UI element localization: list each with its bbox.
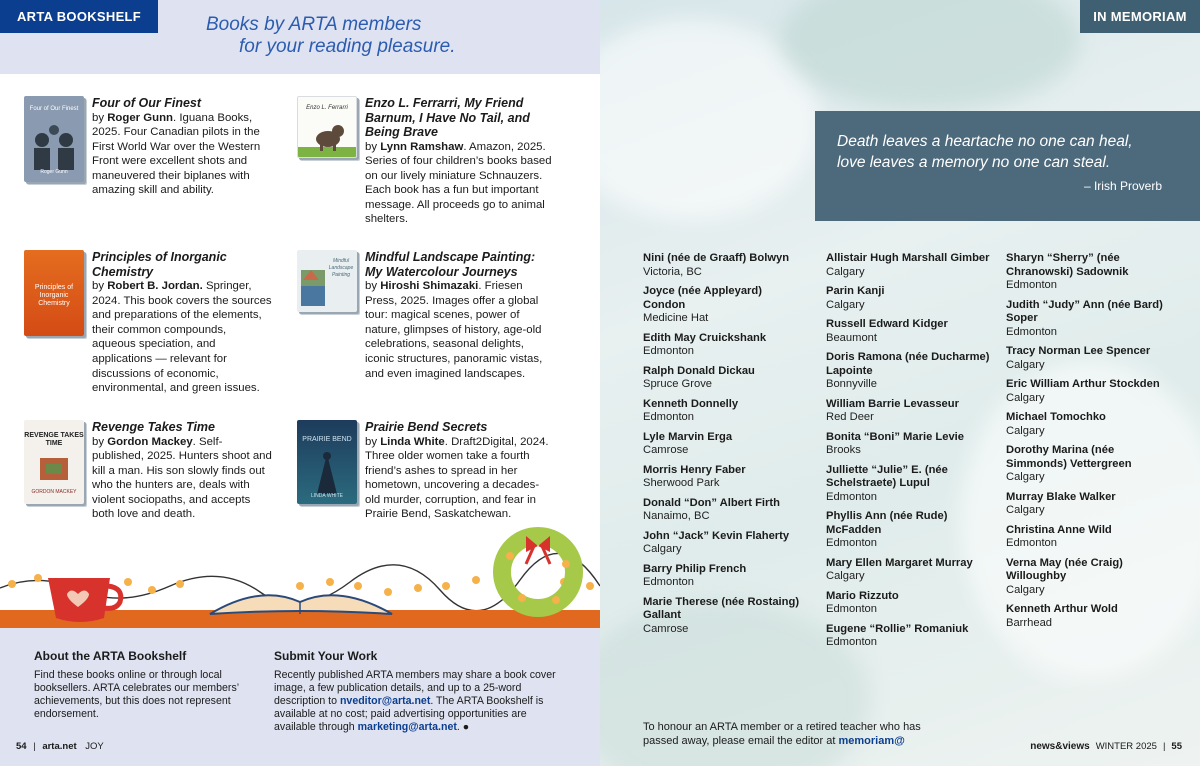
book-info: Four of Our Finest by Roger Gunn. Iguana Books, 2025. Four Canadian pilots in the First World War over the Western Front were excellent shots and maneuvered their biplanes with amazing skill and ability.: [92, 96, 272, 198]
member-name: Mario Rizzuto: [826, 589, 899, 602]
member-name: Ralph Donald Dickau: [643, 364, 755, 377]
page-number: 55: [1171, 741, 1182, 752]
editor-email-link[interactable]: nveditor@arta.net: [339, 695, 431, 707]
member-name: Eugene “Rollie” Romaniuk: [826, 622, 969, 635]
member-city: Edmonton: [826, 537, 877, 549]
folio-section: JOY: [85, 741, 104, 752]
cover-author: LINDA WHITE: [311, 493, 343, 499]
member-name: Lyle Marvin Erga: [643, 430, 733, 443]
member-city: Calgary: [826, 570, 865, 582]
memoriam-entry: [826, 285, 992, 312]
member-name: Dorothy Marina (née Simmonds) Vettergreen: [1006, 444, 1132, 470]
member-city: Edmonton: [1006, 279, 1057, 291]
member-city: Edmonton: [1006, 537, 1057, 549]
member-name: Allistair Hugh Marshall Gimber: [826, 252, 990, 264]
member-city: Barrhead: [1006, 616, 1053, 629]
memoriam-entry: [826, 398, 992, 425]
cover-author: GORDON MACKEY: [31, 489, 77, 495]
memoriam-entry: [826, 590, 992, 617]
memoriam-entry: [643, 285, 803, 326]
member-city: Edmonton: [1006, 325, 1057, 338]
member-city: Calgary: [826, 265, 865, 278]
member-name: Phyllis Ann (née Rude) McFadden: [826, 510, 948, 536]
memoriam-entry: [1006, 603, 1172, 630]
member-name: Mary Ellen Margaret Murray: [826, 556, 973, 569]
member-name: Judith “Judy” Ann (née Bard) Soper: [1006, 298, 1163, 324]
member-name: Kenneth Donnelly: [643, 397, 739, 410]
book-cover: [24, 420, 84, 504]
right-page: [600, 0, 1200, 766]
book-cover: [24, 96, 84, 182]
cover-title: Mindful Landscape Painting: [328, 258, 354, 278]
member-city: Edmonton: [643, 576, 694, 588]
book-info: Revenge Takes Time by Gordon Mackey. Self-published, 2025. Hunters shoot and kill a man. His son slowly finds out who the hunters are, deals with violent sociopaths, and accepts both love and death.: [92, 420, 274, 522]
memoriam-entry: [643, 596, 803, 637]
memoriam-entry: [826, 623, 992, 650]
page-folio: 54 | arta.net JOY: [16, 741, 104, 752]
memoriam-column: [643, 252, 803, 642]
member-city: Beaumont: [826, 331, 877, 344]
cover-title: Principles of Inorganic Chemistry: [34, 284, 74, 307]
member-city: Edmonton: [826, 490, 877, 503]
memoriam-note: To honour an ARTA member or a retired teacher who has passed away, please email the editor at memoriam@: [643, 721, 921, 747]
memoriam-entry: [1006, 252, 1172, 293]
site-name: arta.net: [42, 741, 77, 752]
memoriam-entry: [826, 557, 992, 584]
memoriam-entry: [643, 252, 803, 279]
bookshelf-footer: [0, 628, 600, 766]
holiday-decoration: [0, 520, 600, 630]
member-city: Victoria, BC: [643, 265, 702, 278]
book-cover: [24, 250, 84, 336]
open-book-icon: [210, 595, 392, 614]
memoriam-column: [826, 252, 992, 656]
about-text: Find these books online or through local booksellers. ARTA celebrates our members’ achievements, but this does not represent endorsement.: [34, 669, 239, 720]
quote-line-1: Death leaves a heartache no one can heal,: [837, 133, 1133, 150]
memoriam-entry: [1006, 378, 1172, 405]
member-city: Spruce Grove: [643, 378, 713, 390]
book-title: Enzo L. Ferrarri, My Friend Barnum, I Have No Tail, and Being Brave: [365, 96, 530, 139]
book-entry: [297, 250, 557, 381]
member-city: Calgary: [1006, 471, 1045, 483]
book-author: Robert B. Jordan.: [107, 280, 203, 292]
page-folio: news&views WINTER 2025 | 55: [1030, 741, 1182, 752]
quote-attribution: – Irish Proverb: [1083, 179, 1162, 193]
issue-label: WINTER 2025: [1095, 741, 1157, 752]
memoriam-entry: [643, 332, 803, 359]
member-name: Doris Ramona (née Ducharme) Lapointe: [826, 351, 990, 377]
dog-illustration-icon: [298, 119, 357, 158]
memoriam-entry: [643, 563, 803, 590]
member-name: Donald “Don” Albert Firth: [643, 496, 780, 509]
quote-line-2: love leaves a memory no one can steal.: [837, 154, 1111, 171]
book-entry: [297, 420, 557, 522]
submit-section: Submit Your Work Recently published ARTA members may share a book cover image, a few publication details, and up to a 25-word description to nveditor@arta.net. The ARTA Bookshelf is available at no cost; paid advertising opportunities are available through marketing@arta.net. ●: [274, 650, 560, 734]
member-name: Morris Henry Faber: [643, 463, 746, 476]
book-title: Revenge Takes Time: [92, 420, 215, 434]
memoriam-entry: [826, 252, 992, 279]
memoriam-entry: [643, 497, 803, 524]
member-name: Michael Tomochko: [1006, 411, 1106, 423]
book-description: . Iguana Books, 2025. Four Canadian pilots in the First World War over the Western Front were excellent shots and maneuvered their biplanes with amazing skill and ability.: [92, 111, 261, 197]
book-entry: [24, 96, 284, 198]
member-name: Bonita “Boni” Marie Levie: [826, 430, 965, 443]
member-name: John “Jack” Kevin Flaherty: [643, 529, 790, 542]
book-title: Prairie Bend Secrets: [365, 420, 488, 434]
member-city: Edmonton: [643, 411, 694, 423]
book-info: Prairie Bend Secrets by Linda White. Draft2Digital, 2024. Three older women take a fourth friend’s ashes to spread in her hometown, uncovering a decades-old murder, corruption, and fear in Prairie Bend, Saskatchewan.: [365, 420, 551, 522]
memoriam-entry: [643, 398, 803, 425]
magazine-logo: news&views: [1030, 741, 1090, 752]
member-name: William Barrie Levasseur: [826, 397, 959, 410]
member-city: Camrose: [643, 622, 689, 635]
member-name: Murray Blake Walker: [1006, 490, 1116, 503]
member-city: Calgary: [1006, 583, 1045, 596]
book-entry: [24, 250, 284, 396]
member-city: Calgary: [1006, 391, 1045, 404]
bookshelf-header: [0, 0, 600, 74]
headline-line-2: for your reading pleasure.: [239, 36, 456, 57]
memoriam-email-link[interactable]: memoriam@: [838, 735, 905, 747]
cover-author: Roger Gunn: [40, 169, 68, 175]
memoriam-entry: [643, 365, 803, 392]
memoriam-entry: [826, 431, 992, 458]
member-name: Edith May Cruickshank: [643, 331, 767, 344]
marketing-email-link[interactable]: marketing@arta.net: [357, 721, 457, 733]
memoriam-entry: [1006, 299, 1172, 340]
book-title: Principles of Inorganic Chemistry: [92, 250, 227, 279]
headline-line-1: Books by ARTA members: [206, 14, 422, 35]
hunter-scene-icon: [24, 454, 84, 484]
member-name: Marie Therese (née Rostaing) Gallant: [643, 595, 800, 621]
book-info: Mindful Landscape Painting: My Watercolour Journeys by Hiroshi Shimazaki. Friesen Press, 2025. Images offer a global tour: magical scenes, power of nature, glimpses of history, age-old celebrations, seasonal delights, iconic structures, panoramic vistas, and even imagined landscapes.: [365, 250, 555, 381]
cloaked-figure-icon: [297, 448, 357, 498]
memoriam-entry: [1006, 491, 1172, 518]
member-city: Calgary: [1006, 424, 1045, 437]
member-name: Kenneth Arthur Wold: [1006, 603, 1118, 615]
book-title: Mindful Landscape Painting: My Watercolour Journeys: [365, 250, 536, 279]
section-tag: IN MEMORIAM: [1080, 0, 1200, 33]
member-name: Verna May (née Craig) Willoughby: [1006, 556, 1123, 582]
memoriam-entry: [1006, 345, 1172, 372]
book-entry: [297, 96, 557, 227]
member-city: Nanaimo, BC: [643, 510, 710, 522]
book-author: Linda White: [380, 435, 445, 448]
book-description: . Self-published, 2025. Hunters shoot and kill a man. His son slowly finds out who the hunters are, deals with violent sociopaths, and accepts both love and death.: [92, 435, 272, 521]
about-heading: About the ARTA Bookshelf: [34, 649, 187, 663]
book-cover: [297, 250, 357, 312]
member-name: Tracy Norman Lee Spencer: [1006, 345, 1151, 357]
memoriam-entry: [643, 530, 803, 557]
book-author: Roger Gunn: [107, 111, 174, 124]
member-name: Sharyn “Sherry” (née Chranowski) Sadownik: [1006, 252, 1129, 278]
member-city: Red Deer: [826, 411, 874, 423]
wreath-icon: [502, 536, 574, 608]
book-description: . Friesen Press, 2025. Images offer a global tour: magical scenes, power of nature, glimpses of history, age-old celebrations, seasonal delights, iconic structures, panoramic vistas, and even imagined landscapes.: [365, 280, 543, 380]
memoriam-column: [1006, 252, 1172, 636]
page-number: 54: [16, 741, 27, 752]
member-city: Calgary: [1006, 358, 1045, 371]
cover-title: PRAIRIE BEND: [302, 436, 352, 443]
memoriam-entry: [1006, 524, 1172, 551]
book-description: . Amazon, 2025. Series of four children’s books based on our lively miniature Schnauzers. Each book has a fun but important message. All proceeds go to animal shelters.: [365, 140, 552, 226]
member-name: Russell Edward Kidger: [826, 318, 948, 330]
book-entry: [24, 420, 284, 522]
memoriam-entry: [826, 318, 992, 345]
book-author: Lynn Ramshaw: [380, 140, 464, 153]
book-description: . Draft2Digital, 2024. Three older women take a fourth friend’s ashes to spread in her hometown, uncovering a decades-old murder, corruption, and fear in Prairie Bend, Saskatchewan.: [365, 435, 549, 521]
cover-title: Four of Our Finest: [29, 106, 79, 112]
cover-title: Enzo L. Ferrarri: [306, 105, 348, 111]
memoriam-entry: [1006, 444, 1172, 485]
member-city: Calgary: [826, 298, 865, 311]
memoriam-entry: [1006, 411, 1172, 438]
member-name: Parin Kanji: [826, 285, 885, 297]
book-cover: [297, 420, 357, 504]
member-city: Camrose: [643, 444, 689, 456]
submit-heading: Submit Your Work: [274, 649, 378, 663]
book-author: Hiroshi Shimazaki: [380, 280, 479, 292]
book-description: Springer, 2024. This book covers the sources and preparations of the elements, their common compounds, aqueous speciation, and applications — relevant for discussions of economic, environmental, and green issues.: [92, 280, 272, 395]
member-city: Sherwood Park: [643, 477, 720, 489]
member-name: Christina Anne Wild: [1006, 523, 1112, 536]
about-section: [34, 650, 244, 721]
member-city: Bonnyville: [826, 378, 877, 390]
member-name: Joyce (née Appleyard) Condon: [643, 285, 762, 311]
member-city: Medicine Hat: [643, 312, 709, 324]
memoriam-entry: [1006, 557, 1172, 598]
memoriam-entry: [826, 464, 992, 505]
member-name: Barry Philip French: [643, 562, 747, 575]
quote-box: [815, 111, 1200, 221]
member-city: Edmonton: [826, 636, 877, 648]
memoriam-entry: [643, 464, 803, 491]
member-city: Edmonton: [826, 603, 877, 615]
page-headline: [206, 14, 456, 58]
memoriam-entry: [826, 510, 992, 551]
member-name: Julliette “Julie” E. (née Schelstraete) Lupul: [826, 463, 948, 489]
member-city: Edmonton: [643, 345, 694, 357]
member-name: Eric William Arthur Stockden: [1006, 378, 1160, 390]
book-info: Enzo L. Ferrarri, My Friend Barnum, I Have No Tail, and Being Brave by Lynn Ramshaw. Amazon, 2025. Series of four children’s books based on our lively miniature Schnauzers. Each book has a fun but important message. All proceeds go to animal shelters.: [365, 96, 555, 227]
book-cover: [297, 96, 357, 158]
book-author: Gordon Mackey: [107, 435, 193, 448]
member-name: Nini (née de Graaff) Bolwyn: [643, 252, 790, 264]
member-city: Calgary: [1006, 504, 1045, 516]
section-tag: ARTA BOOKSHELF: [0, 0, 158, 33]
member-city: Brooks: [826, 444, 861, 456]
cover-title: REVENGE TAKES TIME: [24, 432, 84, 447]
memoriam-entry: [643, 431, 803, 458]
member-city: Calgary: [643, 543, 682, 555]
book-info: Principles of Inorganic Chemistry by Robert B. Jordan. Springer, 2024. This book covers the sources and preparations of the elements, their common compounds, aqueous speciation, and applications — relevant for discussions of economic, environmental, and green issues.: [92, 250, 272, 395]
memoriam-entry: [826, 351, 992, 392]
book-title: Four of Our Finest: [92, 96, 202, 110]
